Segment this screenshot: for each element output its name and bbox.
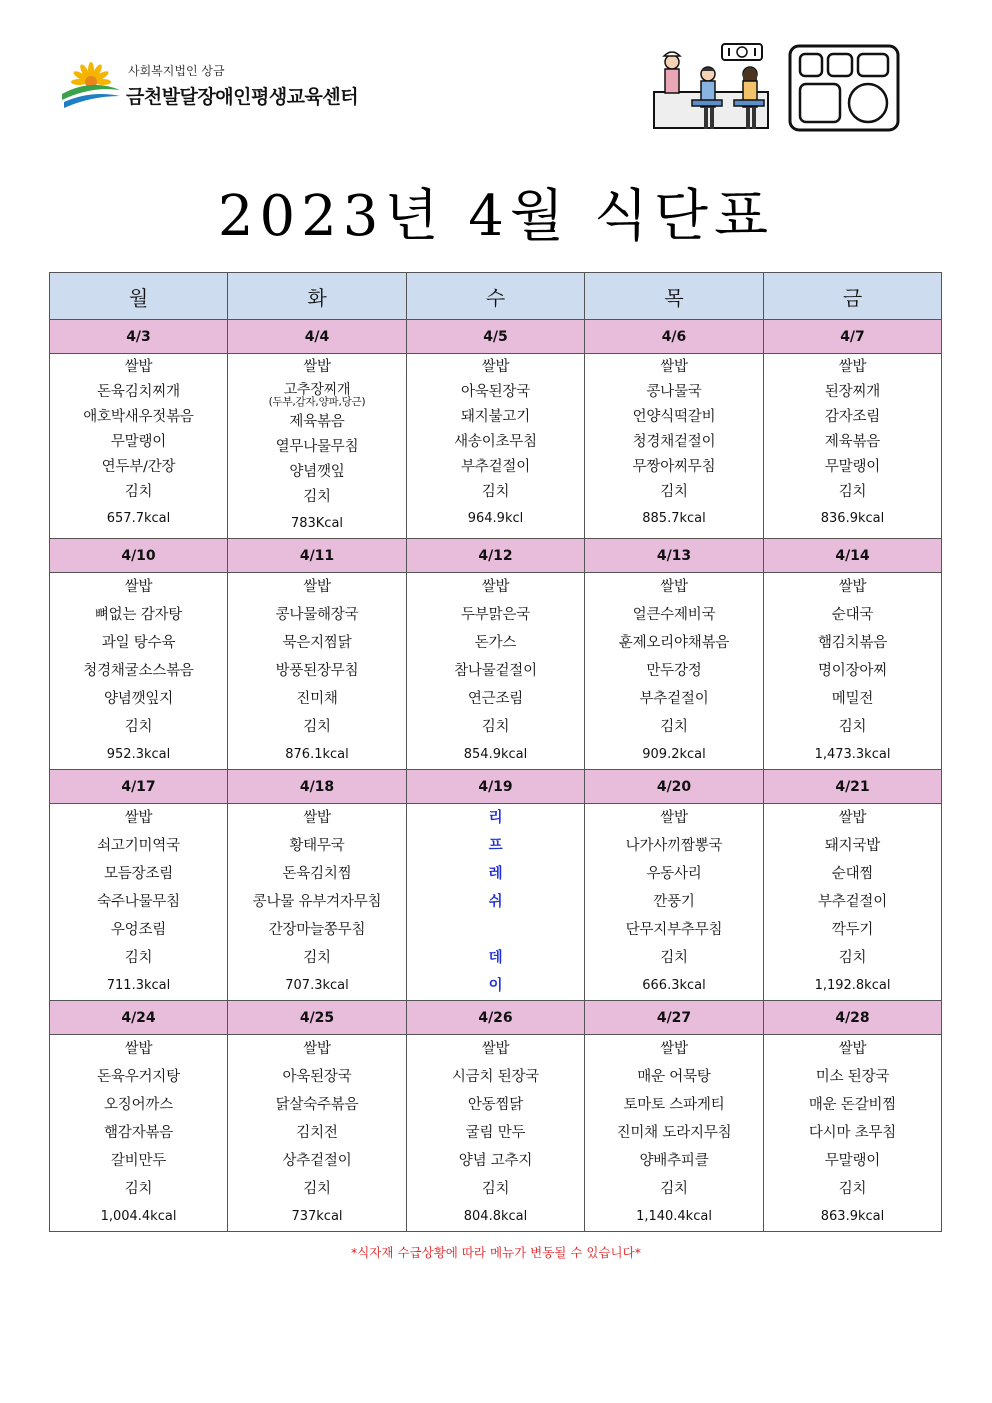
menu-item: 과일 탕수육 [101,635,176,651]
menu-item: 김치 [124,1181,153,1197]
menu-item: 무말랭이 [824,459,881,475]
calorie-value: 783Kcal [290,516,344,531]
menu-item: 감자조림 [824,409,881,425]
calorie-value: 737kcal [291,1209,343,1224]
menu-item: 김치 [660,1181,688,1197]
date-cell: 4/4 [228,320,407,354]
menu-item: 김치 [481,484,510,500]
sunflower-logo-icon [60,60,122,110]
menu-item: 굴림 만두 [465,1125,526,1141]
menu-item: 쌀밥 [660,359,688,375]
date-cell: 4/11 [228,539,407,573]
menu-item: 돼지불고기 [460,409,531,425]
date-cell: 4/21 [764,770,942,804]
menu-item: 진미채 도라지무침 [616,1125,732,1141]
menu-cell [50,573,228,770]
menu-item: 열무나물무침 [275,439,359,455]
menu-item: 연두부/간장 [101,459,176,475]
menu-item: 청경채겉절이 [632,434,716,450]
menu-item: 얼큰수제비국 [632,607,716,623]
menu-item: 묵은지찜닭 [282,635,352,651]
calorie-value: 1,473.3kcal [814,747,891,762]
date-cell: 4/27 [585,1001,764,1035]
date-cell: 4/10 [50,539,228,573]
menu-row [50,573,942,770]
menu-item: 참나물겉절이 [454,663,537,679]
date-row [50,320,942,354]
org-name: 금천발달장애인평생교육센터 [126,86,359,108]
menu-item: 갈비만두 [110,1153,167,1169]
menu-item: 시금치 된장국 [451,1069,540,1085]
menu-item: 쌀밥 [660,579,688,595]
menu-item: 애호박새우젓볶음 [83,409,194,425]
menu-item: 돈육우거지탕 [97,1069,180,1085]
menu-item: 언양식떡갈비 [632,409,716,425]
date-cell: 4/14 [764,539,942,573]
menu-item [407,916,584,944]
menu-item: 김치 [124,719,153,735]
menu-item: 콩나물국 [646,384,702,400]
menu-item: 만두강정 [646,663,702,679]
cafeteria-serving-icon [652,40,770,134]
weekday-tue: 화 [228,273,407,320]
date-cell: 4/5 [407,320,585,354]
menu-item: 나가사끼짬뽕국 [625,838,723,854]
menu-item: 돈가스 [474,635,517,651]
menu-item: 쌀밥 [303,810,331,826]
calorie-value: 885.7kcal [642,511,706,526]
date-cell: 4/17 [50,770,228,804]
menu-item: 김치 [838,484,867,500]
menu-item: 매운 돈갈비찜 [808,1097,897,1113]
calorie-value: 707.3kcal [285,978,349,993]
menu-item: 뼈없는 감자탕 [94,607,183,623]
menu-item: 쌀밥 [124,359,153,375]
date-cell: 4/13 [585,539,764,573]
menu-table [49,272,942,1232]
date-cell: 4/7 [764,320,942,354]
date-row [50,1001,942,1035]
menu-item: 된장찌개 [824,384,881,400]
weekday-header-row [50,273,942,320]
menu-item: 리 [488,810,503,826]
menu-item [228,380,406,410]
menu-item: 다시마 초무침 [808,1125,897,1141]
menu-item: 쌀밥 [838,579,867,595]
date-cell: 4/18 [228,770,407,804]
menu-item: 김치 [124,950,153,966]
menu-item: 쉬 [488,894,503,910]
menu-item: 쌀밥 [303,1041,331,1057]
menu-item: 깍두기 [831,922,874,938]
menu-item: 모듬장조림 [103,866,174,882]
menu-item: 쌀밥 [481,579,510,595]
date-row [50,539,942,573]
menu-cell [407,573,585,770]
menu-item: 제육볶음 [824,434,881,450]
calorie-value: 657.7kcal [106,511,171,526]
menu-item: 김치 [660,950,688,966]
calorie-value: 666.3kcal [642,978,706,993]
calorie-value: 1,140.4kcal [636,1209,712,1224]
menu-item: 매운 어묵탕 [637,1069,711,1085]
menu-item: 훈제오리야채볶음 [618,635,730,651]
menu-item: 숙주나물무침 [97,894,180,910]
menu-item: 양념깻잎 [289,464,345,480]
menu-cell [50,804,228,1001]
menu-item: 쌀밥 [838,810,867,826]
menu-item: 김치 [660,484,688,500]
menu-item: 부추겉절이 [460,459,531,475]
date-cell: 4/25 [228,1001,407,1035]
menu-item: 미소 된장국 [815,1069,890,1085]
calorie-value: 854.9kcal [463,747,528,762]
menu-item: 쌀밥 [303,579,331,595]
calorie-value: 964.9kcl [467,511,524,526]
menu-item: 닭살숙주볶음 [275,1097,359,1113]
calorie-value: 863.9kcal [820,1209,885,1224]
menu-item: 무짱아찌무침 [632,459,716,475]
menu-item: 오징어까스 [103,1097,174,1113]
calorie-value: 952.3kcal [106,747,171,762]
menu-item: 제육볶음 [289,414,345,430]
page-title: 2023년 4월 식단표 [217,184,775,249]
menu-cell [764,1035,942,1232]
menu-cell [764,573,942,770]
calorie-value: 876.1kcal [285,747,349,762]
menu-cell [50,354,228,539]
date-row [50,770,942,804]
menu-item: 안동찜닭 [467,1097,524,1113]
menu-item: 순대국 [831,607,874,623]
date-cell: 4/26 [407,1001,585,1035]
menu-item: 간장마늘쫑무침 [268,922,366,938]
menu-item: 돈육김치찜 [282,866,352,882]
menu-row [50,804,942,1001]
org-subtitle: 사회복지법인 상금 [128,64,225,78]
menu-item: 연근조림 [467,691,524,707]
menu-item: 두부맑은국 [460,607,531,623]
menu-item: 김치 [303,1181,331,1197]
menu-item: 김치 [481,719,510,735]
weekday-mon: 월 [50,273,228,320]
weekday-wed: 수 [407,273,585,320]
menu-cell [585,1035,764,1232]
menu-cell [764,354,942,539]
menu-item: 콩나물해장국 [275,607,359,623]
menu-item: 부추겉절이 [817,894,888,910]
menu-item: 명이장아찌 [817,663,888,679]
menu-item: 아욱된장국 [460,384,531,400]
menu-item: 방풍된장무침 [275,663,359,679]
menu-item: 햄감자볶음 [103,1125,174,1141]
date-cell: 4/6 [585,320,764,354]
menu-item: 레 [488,866,503,882]
date-cell: 4/28 [764,1001,942,1035]
menu-cell [228,573,407,770]
calorie-value: 1,004.4kcal [100,1209,177,1224]
menu-item: 햄김치볶음 [817,635,888,651]
menu-item: 메밀전 [831,691,874,707]
calorie-value: 1,192.8kcal [814,978,891,993]
calorie-value: 836.9kcal [820,511,885,526]
menu-item: 김치 [303,950,331,966]
calorie-value: 804.8kcal [463,1209,528,1224]
menu-item: 순대찜 [831,866,874,882]
menu-item-note: (두부,감자,양파,당근) [268,395,366,408]
menu-cell [228,354,407,539]
menu-item: 쌀밥 [481,1041,510,1057]
date-cell: 4/24 [50,1001,228,1035]
menu-cell [407,1035,585,1232]
menu-item: 황태무국 [289,838,345,854]
weekday-fri: 금 [764,273,942,320]
menu-item: 양념 고추지 [458,1153,533,1169]
menu-cell [585,354,764,539]
menu-cell [585,573,764,770]
menu-item: 쌀밥 [124,810,153,826]
menu-item: 부추겉절이 [639,691,709,707]
menu-item: 새송이초무침 [454,434,537,450]
menu-row [50,354,942,539]
footnote: *식자재 수급상황에 따라 메뉴가 변동될 수 있습니다* [351,1245,641,1260]
calorie-value: 711.3kcal [106,978,171,993]
meal-tray-icon [788,44,900,132]
date-cell: 4/20 [585,770,764,804]
menu-item: 깐풍기 [653,894,695,910]
calorie-value: 909.2kcal [642,747,706,762]
menu-cell [228,1035,407,1232]
menu-item: 쌀밥 [838,1041,867,1057]
menu-item: 무말랭이 [824,1153,881,1169]
menu-item: 김치 [303,489,331,505]
menu-item: 양념깻잎지 [103,691,174,707]
menu-item: 돼지국밥 [824,838,881,854]
menu-item: 진미채 [296,691,338,707]
menu-item: 우동사리 [646,866,702,882]
menu-item: 김치 [303,719,331,735]
menu-cell [585,804,764,1001]
menu-item: 무말랭이 [110,434,167,450]
menu-item: 쌀밥 [124,579,153,595]
menu-item: 김치 [838,719,867,735]
menu-item: 쌀밥 [303,359,331,375]
menu-item: 쌀밥 [481,359,510,375]
menu-cell [407,354,585,539]
menu-row [50,1035,942,1232]
menu-item: 돈육김치찌개 [97,384,180,400]
menu-item: 쇠고기미역국 [97,838,180,854]
menu-item: 상추겉절이 [282,1153,352,1169]
menu-item: 김치 [124,484,153,500]
menu-item: 콩나물 유부겨자무침 [252,894,382,910]
date-cell: 4/19 [407,770,585,804]
menu-item: 아욱된장국 [282,1069,352,1085]
menu-item: 김치 [481,1181,510,1197]
menu-cell [50,1035,228,1232]
page-header [0,0,992,150]
menu-body [50,320,942,1232]
menu-item: 쌀밥 [838,359,867,375]
date-cell: 4/12 [407,539,585,573]
menu-cell [407,804,585,1001]
menu-item: 김치 [660,719,688,735]
weekday-thu: 목 [585,273,764,320]
date-cell: 4/3 [50,320,228,354]
menu-item: 쌀밥 [660,810,688,826]
menu-item: 토마토 스파게티 [623,1097,725,1113]
menu-item-label: 고추장찌개 [283,381,351,398]
menu-item: 양배추피클 [639,1153,709,1169]
menu-item: 우엉조림 [110,922,167,938]
menu-cell [764,804,942,1001]
menu-item: 김치 [838,950,867,966]
menu-item: 이 [488,978,503,994]
menu-item: 김치 [838,1181,867,1197]
menu-item: 쌀밥 [124,1041,153,1057]
menu-item: 데 [488,950,503,966]
menu-cell [228,804,407,1001]
menu-item: 청경채굴소스볶음 [83,663,194,679]
menu-item: 단무지부추무침 [625,922,723,938]
menu-item: 프 [488,838,503,854]
menu-item: 김치전 [296,1125,338,1141]
menu-item: 쌀밥 [660,1041,688,1057]
